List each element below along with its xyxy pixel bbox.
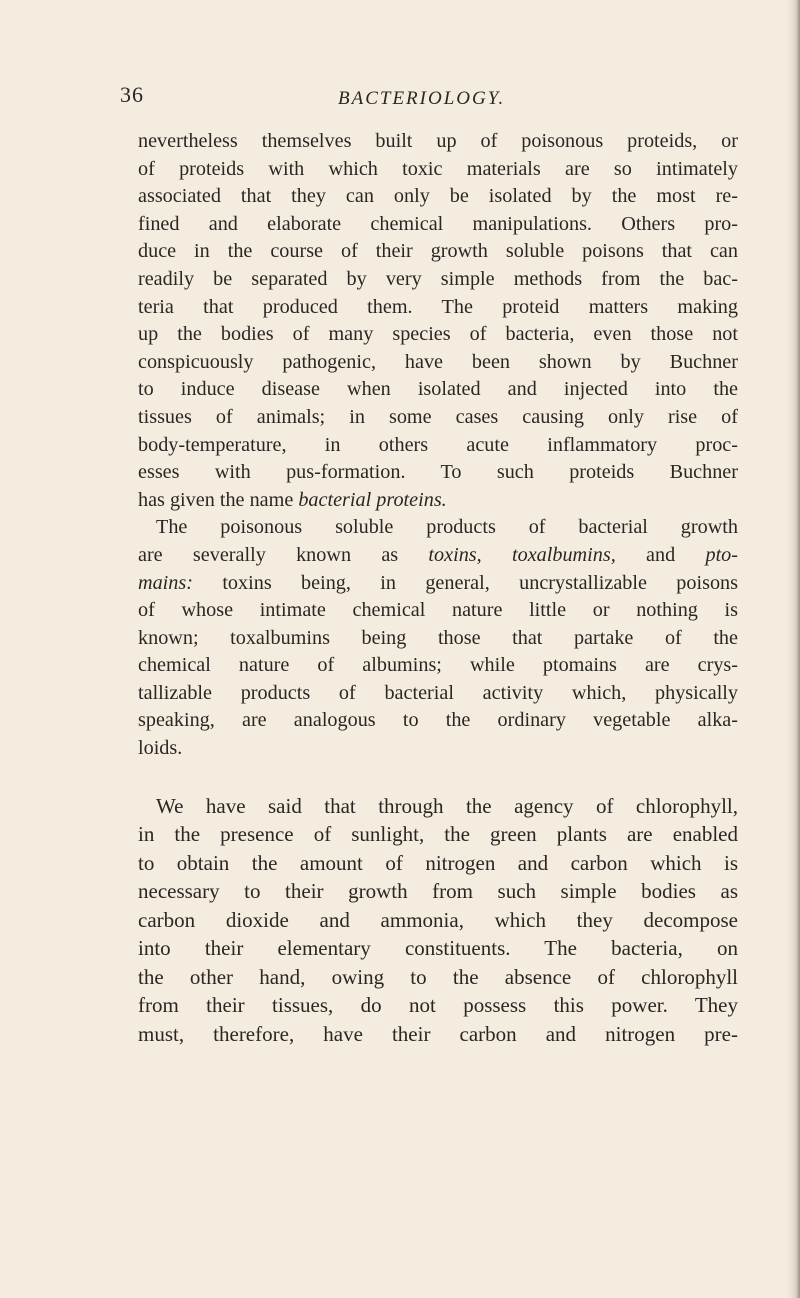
text-line: of proteids with which toxic materials are so intimately: [138, 157, 738, 180]
text-line: We have said that through the agency of chlorophyll,: [156, 793, 738, 818]
text-segment: has given the name: [138, 488, 299, 511]
italic-term: mains:: [138, 571, 193, 594]
text-line: tallizable products of bacterial activity which, physically: [138, 681, 738, 704]
text-segment: toxins being, in general, uncrystallizable poisons: [192, 571, 738, 594]
text-line: to induce disease when isolated and injected into the: [138, 378, 738, 401]
page-edge-shadow: [786, 0, 800, 1298]
text-line: known; toxalbumins being those that partake of the: [138, 626, 738, 649]
text-line: [138, 487, 738, 515]
text-line: [138, 542, 738, 570]
text-line: conspicuously pathogenic, have been shown by Buchner: [138, 350, 738, 373]
text-line: the other hand, owing to the absence of chlorophyll: [138, 964, 738, 989]
text-segment: are severally known as: [138, 543, 429, 566]
page-header: [0, 82, 800, 112]
text-line: in the presence of sunlight, the green plants are enabled: [138, 822, 738, 847]
italic-term: toxalbumins,: [512, 543, 616, 566]
body-text: [138, 128, 738, 1048]
paragraph-1: [138, 128, 738, 514]
text-line: must, therefore, have their carbon and nitrogen pre-: [138, 1021, 738, 1046]
page-number: 36: [120, 82, 144, 107]
text-line: associated that they can only be isolated by the most re-: [138, 185, 738, 208]
text-line: [138, 570, 738, 598]
text-line: loids.: [138, 737, 183, 760]
text-line: teria that produced them. The proteid matters making: [138, 295, 738, 318]
text-line: of whose intimate chemical nature little or nothing is: [138, 599, 738, 622]
text-line: from their tissues, do not possess this power. They: [138, 993, 738, 1018]
running-head: BACTERIOLOGY.: [338, 88, 506, 109]
text-line: duce in the course of their growth soluble poisons that can: [138, 240, 738, 263]
text-line: into their elementary constituents. The bacteria, on: [138, 936, 738, 961]
text-line: to obtain the amount of nitrogen and carbon which is: [138, 850, 738, 875]
text-line: The poisonous soluble products of bacterial growth: [156, 516, 738, 539]
text-line: speaking, are analogous to the ordinary vegetable alka-: [138, 709, 738, 732]
text-line: tissues of animals; in some cases causing only rise of: [138, 405, 738, 428]
text-line: chemical nature of albumins; while ptomains are crys-: [138, 654, 738, 677]
text-line: body-temperature, in others acute inflammatory proc-: [138, 433, 738, 456]
italic-term: pto-: [705, 543, 739, 566]
paragraph-2: [138, 514, 738, 762]
text-line: esses with pus-formation. To such proteids Buchner: [138, 461, 738, 484]
text-line: fined and elaborate chemical manipulations. Others pro-: [138, 212, 738, 235]
italic-term: toxins,: [428, 543, 482, 566]
italic-term: bacterial proteins.: [298, 488, 447, 511]
text-line: up the bodies of many species of bacteria, even those not: [138, 323, 738, 346]
text-segment: and: [615, 543, 706, 566]
paragraph-gap: [138, 763, 738, 792]
text-line: readily be separated by very simple methods from the bac-: [138, 267, 738, 290]
text-line: necessary to their growth from such simple bodies as: [138, 879, 738, 904]
paragraph-3: [138, 792, 738, 1049]
text-line: carbon dioxide and ammonia, which they decompose: [138, 907, 738, 932]
text-line: nevertheless themselves built up of poisonous proteids, or: [138, 130, 738, 152]
